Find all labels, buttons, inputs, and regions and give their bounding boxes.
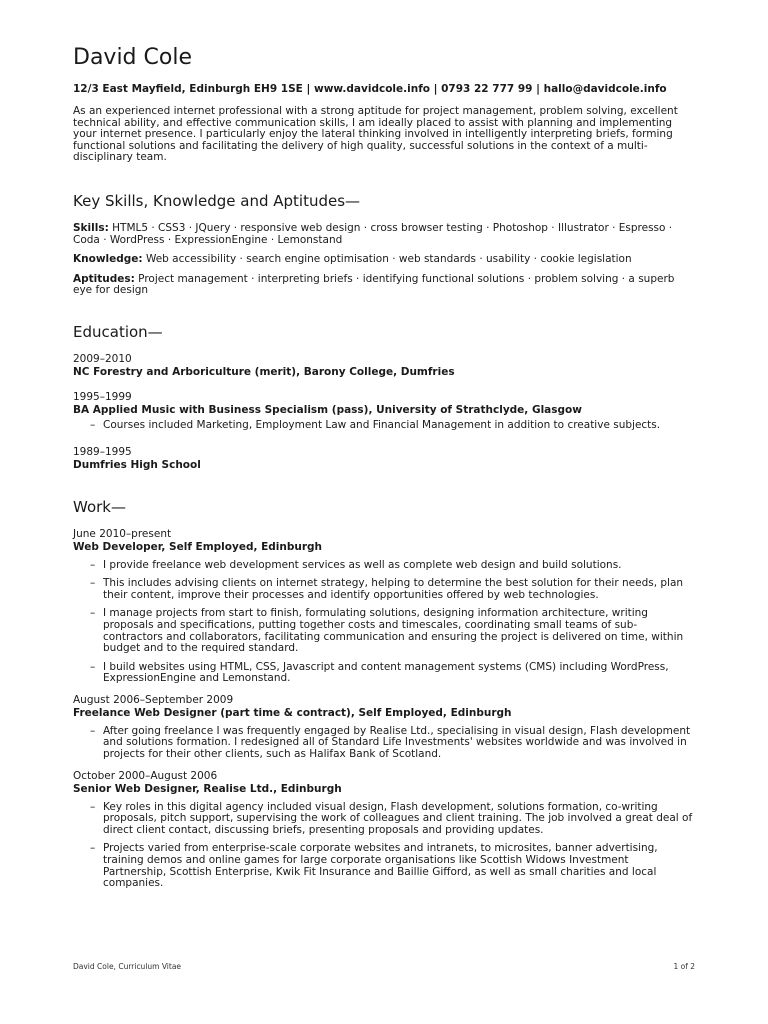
aptitudes-line [73, 274, 695, 297]
list-item: – I build websites using HTML, CSS, Javascript and content management systems (CMS) including WordPress, ExpressionEngine and Lemonstand. [90, 660, 669, 685]
entry-title: BA Applied Music with Business Specialism (pass), University of Strathclyde, Glasgow [73, 403, 582, 416]
list-item: – I provide freelance web development services as well as complete web design and build solutions. [90, 558, 622, 571]
knowledge-line [73, 254, 695, 266]
entry-date: August 2006–September 2009 [73, 693, 234, 706]
list-item: – Projects varied from enterprise-scale corporate websites and intranets, to microsites, banner advertising, training demos and online games for large corporate organisations like Scottish Widows Investment Partnership, Scottish Enterprise, Kwik Fit Insurance and Baillie Gifford, as well as small charities and local companies. [90, 842, 658, 890]
dash-bullet-icon: – [90, 660, 96, 673]
aptitudes-text: Project management · interpreting briefs · identifying functional solutions · problem solving · a superb eye for design [73, 272, 675, 297]
work-entry [73, 694, 695, 761]
skills-line [73, 223, 695, 246]
education-entry [73, 353, 695, 379]
dash-bullet-icon: – [90, 558, 96, 571]
page-footer [73, 962, 695, 972]
entry-date: October 2000–August 2006 [73, 769, 218, 782]
cv-name: David Cole [73, 45, 192, 70]
contact-line: 12/3 East Mayfield, Edinburgh EH9 1SE | www.davidcole.info | 0793 22 777 99 | hallo@davidcole.info [73, 83, 667, 95]
list-item: – After going freelance I was frequently engaged by Realise Ltd., specialising in visual design, Flash development and solutions formation. I redesigned all of Standard Life Investments' websites worldwide and was involved in projects for their other clients, such as Halifax Bank of Scotland. [90, 724, 691, 761]
skills-label: Skills: [73, 221, 109, 234]
aptitudes-label: Aptitudes: [73, 272, 135, 285]
work-entry [73, 770, 695, 890]
cv-page [73, 44, 695, 890]
list-item: – I manage projects from start to finish, formulating solutions, designing information architecture, writing proposals and specifications, putting together costs and timescales, coordinating small teams of sub-contractors and collaborators, facilitating communication and ensuring the project is delivered on time, within budget and to the required standard. [90, 607, 684, 655]
entry-title: Freelance Web Designer (part time & contract), Self Employed, Edinburgh [73, 706, 512, 719]
work-heading: Work— [73, 497, 126, 516]
entry-date: June 2010–present [73, 527, 172, 540]
skills-text: HTML5 · CSS3 · JQuery · responsive web design · cross browser testing · Photoshop · Illustrator · Espresso · Coda · WordPress · ExpressionEngine · Lemonstand [73, 221, 673, 246]
intro-paragraph: As an experienced internet professional with a strong aptitude for project management, problem solving, excellent technical ability, and effective communication skills, I am ideally placed to assist with planning and implementing your internet presence. I particularly enjoy the lateral thinking involved in intelligently interpreting briefs, forming functional solutions and facilitating the delivery of high quality, successful solutions in the context of a multi-disciplinary team. [73, 105, 678, 164]
dash-bullet-icon: – [90, 724, 96, 737]
knowledge-text: Web accessibility · search engine optimisation · web standards · usability · cookie legislation [142, 253, 632, 266]
footer-document-label: David Cole, Curriculum Vitae [73, 962, 182, 971]
entry-title: NC Forestry and Arboriculture (merit), Barony College, Dumfries [73, 365, 455, 378]
entry-date: 1995–1999 [73, 390, 132, 403]
entry-title: Dumfries High School [73, 458, 201, 471]
entry-date: 2009–2010 [73, 352, 132, 365]
knowledge-label: Knowledge: [73, 253, 143, 266]
education-entry [73, 391, 695, 432]
list-item: – This includes advising clients on internet strategy, helping to determine the best solution for their needs, plan their content, improve their processes and identify opportunities offered by web technologies. [90, 577, 684, 601]
education-entry [73, 446, 695, 472]
list-item: – Courses included Marketing, Employment Law and Financial Management in addition to creative subjects. [90, 418, 661, 431]
dash-bullet-icon: – [90, 418, 96, 431]
dash-bullet-icon: – [90, 842, 96, 855]
work-entry [73, 528, 695, 685]
list-item: – Key roles in this digital agency included visual design, Flash development, solutions formation, co-writing proposals, pitch support, supervising the work of colleagues and client training. The job involved a great deal of direct client contact, discussing briefs, presenting proposals and providing updates. [90, 800, 693, 836]
entry-date: 1989–1995 [73, 445, 132, 458]
dash-bullet-icon: – [90, 800, 96, 813]
dash-bullet-icon: – [90, 607, 96, 620]
skills-heading: Key Skills, Knowledge and Aptitudes— [73, 191, 361, 210]
page-number: 1 of 2 [673, 962, 695, 971]
entry-title: Senior Web Designer, Realise Ltd., Edinburgh [73, 782, 342, 795]
dash-bullet-icon: – [90, 577, 96, 590]
education-heading: Education— [73, 322, 163, 341]
entry-title: Web Developer, Self Employed, Edinburgh [73, 540, 323, 553]
